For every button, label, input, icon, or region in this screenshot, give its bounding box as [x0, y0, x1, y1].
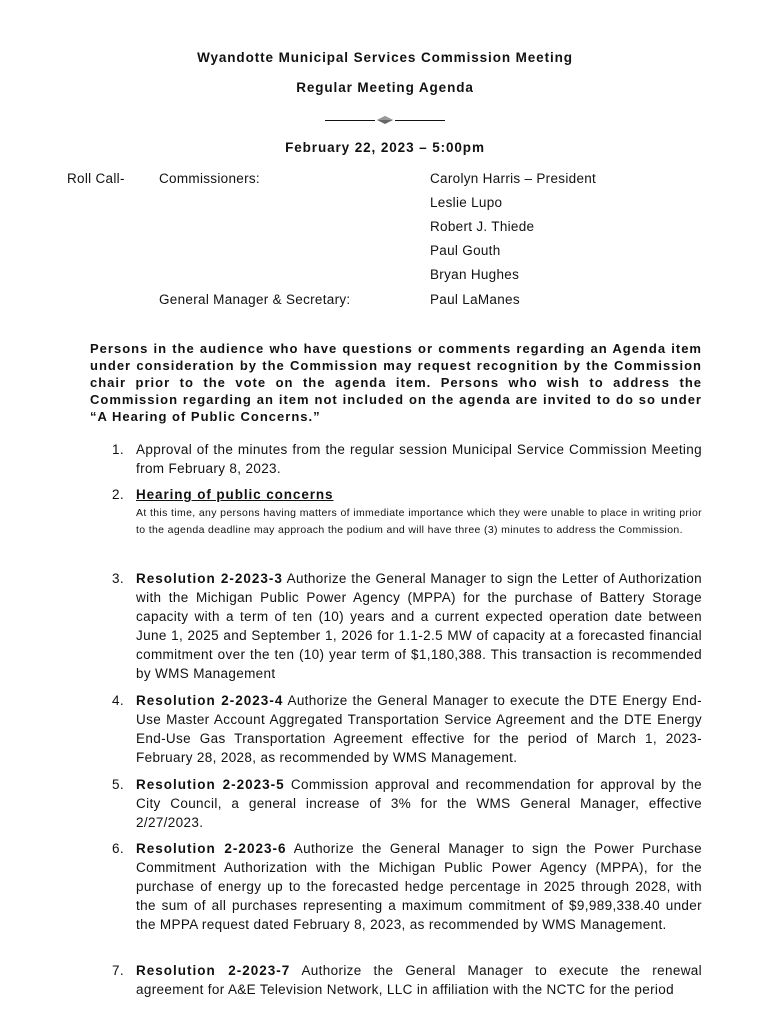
resolution-number: Resolution 2-2023-6 [136, 841, 287, 856]
document-title: Wyandotte Municipal Services Commission Meeting [197, 50, 573, 65]
commissioners-label: Commissioners: [159, 171, 260, 186]
commissioner-name: Robert J. Thiede [430, 219, 535, 234]
agenda-item-4 [112, 691, 702, 767]
agenda-item-1 [112, 440, 702, 478]
agenda-item-3 [112, 569, 702, 683]
item-number: 3. [112, 571, 124, 586]
commissioner-name: Leslie Lupo [430, 195, 503, 210]
item-number: 4. [112, 693, 124, 708]
item-text: Approval of the minutes from the regular session Municipal Service Commission Meeting from February 8, 2023. [136, 442, 702, 476]
item-number: 2. [112, 487, 124, 502]
item-text: Authorize the General Manager to sign the Letter of Authorization with the Michigan Public Power Agency (MPPA) for the purchase of Battery Storage capacity with a term of ten (10) years and a current expected operation date between June 1, 2025 and September 1, 2026 for 1.1-2.5 MW of capacity at a forecasted financial commitment over the ten (10) year term of $1,180,388. This transaction is recommended by WMS Management [136, 571, 702, 681]
item-text: Authorize the General Manager to execute the renewal agreement for A&E Television Network, LLC in affiliation with the NCTC for the period [136, 963, 702, 997]
item-text: Commission approval and recommendation for approval by the City Council, a general increase of 3% for the WMS General Manager, effective 2/27/2023. [136, 777, 702, 830]
commissioner-name: Paul Gouth [430, 243, 501, 258]
agenda-item-5 [112, 775, 702, 832]
item-number: 7. [112, 963, 124, 978]
resolution-number: Resolution 2-2023-5 [136, 777, 285, 792]
item-number: 6. [112, 841, 124, 856]
general-manager-name: Paul LaManes [430, 292, 520, 307]
hearing-note: At this time, any persons having matters of immediate importance which they were unable to place in writing prior to the agenda deadline may approach the podium and will have three (3) minutes to address the Commission. [136, 507, 702, 536]
general-manager-label: General Manager & Secretary: [159, 292, 351, 307]
agenda-item-7 [112, 961, 702, 999]
item-number: 5. [112, 777, 124, 792]
roll-call-label: Roll Call- [67, 171, 125, 186]
resolution-number: Resolution 2-2023-7 [136, 963, 291, 978]
title-divider [0, 113, 770, 127]
public-notice: Persons in the audience who have questions or comments regarding an Agenda item under consideration by the Commission may request recognition by the Commission chair prior to the vote on the agenda item. Persons who wish to address the Commission regarding an item not included on the agenda are invited to do so under “A Hearing of Public Concerns.” [90, 341, 702, 424]
commissioner-name: Bryan Hughes [430, 267, 520, 282]
agenda-item-6 [112, 839, 702, 934]
item-number: 1. [112, 442, 124, 457]
hearing-of-public-concerns-heading: Hearing of public concerns [136, 487, 334, 502]
resolution-number: Resolution 2-2023-3 [136, 571, 283, 586]
resolution-number: Resolution 2-2023-4 [136, 693, 284, 708]
item-text: Authorize the General Manager to sign the Power Purchase Commitment Authorization with the Michigan Public Power Agency (MPPA), for the purchase of energy up to the forecasted hedge percentage in 2025 through 2028, with the sum of all purchases representing a maximum commitment of $9,989,338.40 under the MPPA request dated February 8, 2023, as recommended by WMS Management. [136, 841, 702, 932]
diamond-ornament-icon [377, 116, 393, 124]
item-text: Authorize the General Manager to execute the DTE Energy End-Use Master Account Aggregated Transportation Service Agreement and the DTE Energy End-Use Gas Transportation Agreement effective for the period of March 1, 2023-February 28, 2028, as recommended by WMS Management. [136, 693, 702, 765]
commissioner-name: Carolyn Harris – President [430, 171, 597, 186]
document-subtitle: Regular Meeting Agenda [296, 80, 474, 95]
agenda-item-2 [112, 485, 702, 539]
meeting-date: February 22, 2023 – 5:00pm [285, 140, 485, 155]
